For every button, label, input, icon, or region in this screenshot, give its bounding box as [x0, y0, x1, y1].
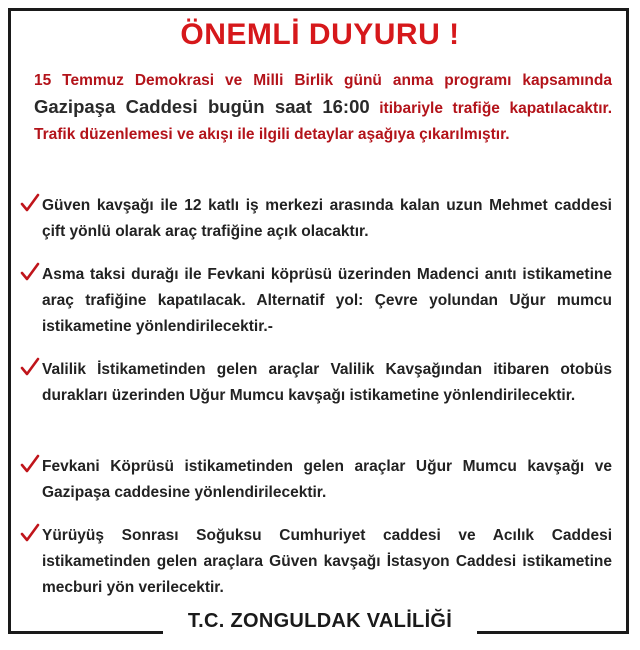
footer: [0, 610, 640, 640]
signature: T.C. ZONGULDAK VALİLİĞİ: [187, 610, 453, 632]
checkmark-icon: [20, 357, 40, 377]
list-item-text: Yürüyüş Sonrası Soğuksu Cumhuriyet caddesi ve Acılık Caddesi istikametinden gelen araçlara Güven kavşağı İstasyon Caddesi istikametine mecburi yön verilecektir.: [42, 527, 612, 596]
checkmark-icon: [20, 523, 40, 543]
checkmark-icon: [20, 262, 40, 282]
intro-highlight: Gazipaşa Caddesi bugün saat 16:00: [34, 96, 370, 117]
list-item-text: Güven kavşağı ile 12 katlı iş merkezi arasında kalan uzun Mehmet caddesi çift yönlü olarak araç trafiğine açık olacaktır.: [42, 197, 612, 240]
checkmark-icon: [20, 454, 40, 474]
list-item-text: Valilik İstikametinden gelen araçlar Valilik Kavşağından itibaren otobüs durakları üzerinden Uğur Mumcu kavşağı istikametine yönlendirilecektir.: [42, 361, 612, 404]
list-item-text: Fevkani Köprüsü istikametinden gelen araçlar Uğur Mumcu kavşağı ve Gazipaşa caddesine yönlendirilecektir.: [42, 458, 612, 501]
checkmark-icon: [20, 193, 40, 213]
list-item-text: Asma taksi durağı ile Fevkani köprüsü üzerinden Madenci anıtı istikametine araç trafiğine kapatılacak. Alternatif yol: Çevre yolundan Uğur mumcu istikametine yönlendirilecektir.-: [42, 266, 612, 335]
intro-text-start: 15 Temmuz Demokrasi ve Milli Birlik günü anma programı kapsamında: [34, 72, 612, 89]
notice-title: ÖNEMLİ DUYURU !: [180, 18, 460, 51]
intro-text-end: itibariyle trafiğe kapatılacaktır. Trafik düzenlemesi ve akışı ile ilgili detaylar aşağıya çıkarılmıştır.: [34, 100, 613, 143]
notice-intro: [34, 68, 612, 148]
